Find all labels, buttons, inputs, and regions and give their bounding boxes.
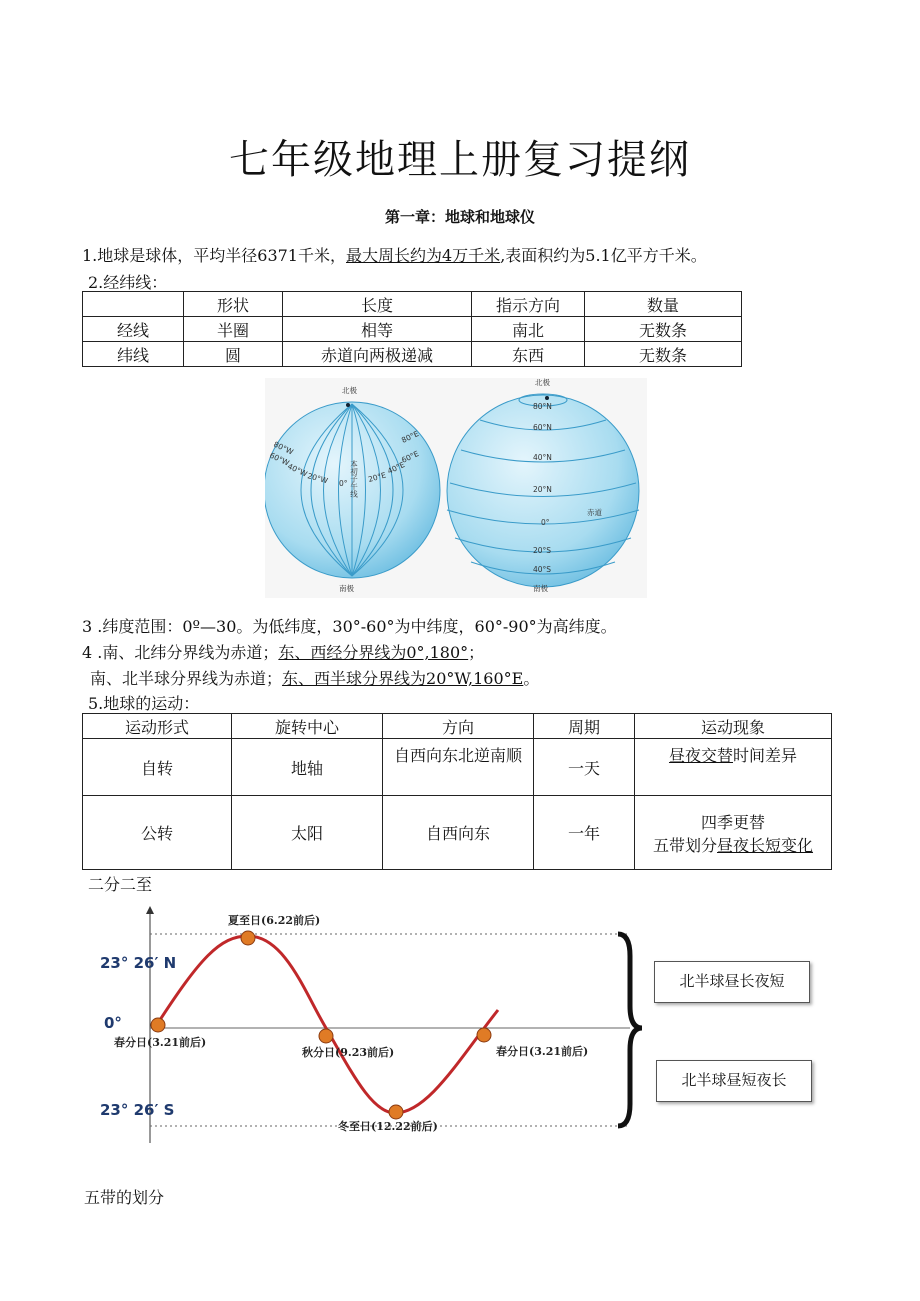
five-zones-heading: 五带的划分 (84, 1188, 165, 1207)
prime-meridian-label: 本初子午线 (349, 460, 359, 498)
chapter-heading: 第一章：地球和地球仪 (384, 208, 535, 226)
svg-text:0°: 0° (541, 518, 550, 527)
svg-text:40°E: 40°E (386, 460, 407, 476)
autumn-label: 秋分日(9.23前后) (302, 1046, 395, 1059)
item-2: 2.经纬线： (88, 273, 168, 292)
svg-text:80°N: 80°N (533, 402, 552, 411)
solstice-diagram (90, 898, 650, 1150)
table-row: 自转 地轴 自西向东北逆南顺 一天 昼夜交替时间差异 (83, 739, 832, 796)
winter-solstice-dot (389, 1105, 403, 1119)
south-pole-label-2: 南极 (533, 584, 548, 593)
lat-zero-label: 0° (104, 1014, 122, 1032)
underlined-circumference: 最大周长约为4万千米 (346, 246, 501, 265)
table-header-row: 运动形式 旋转中心 方向 周期 运动现象 (83, 714, 832, 739)
spring-equinox-dot (151, 1018, 165, 1032)
spring-label-2: 春分日(3.21前后) (496, 1045, 589, 1058)
north-pole-label-2: 北极 (535, 378, 550, 387)
lines-table (82, 291, 742, 367)
solstice-heading: 二分二至 (88, 875, 153, 894)
svg-text:20°N: 20°N (533, 485, 552, 494)
svg-text:60°W: 60°W (268, 450, 291, 468)
svg-text:40°N: 40°N (533, 453, 552, 462)
sun-path-curve (156, 936, 498, 1113)
spring-label: 春分日(3.21前后) (114, 1036, 207, 1049)
table-header-row: 形状 长度 指示方向 数量 (83, 292, 742, 317)
lat-s-label: 23° 26′ S (100, 1101, 175, 1119)
item-1: 1.地球是球体，平均半径6371千米，最大周长约为4万千米,表面积约为5.1亿平方千米。 (82, 246, 707, 265)
motion-table (82, 713, 832, 870)
winter-label: 冬至日(12.22前后) (338, 1120, 438, 1133)
spring-equinox-dot-2 (477, 1028, 491, 1042)
south-pole-label: 南极 (339, 584, 354, 593)
north-long-day-box: 北半球昼长夜短 (654, 961, 810, 1003)
equator-label: 赤道 (587, 508, 602, 517)
svg-text:20°W: 20°W (306, 471, 329, 486)
svg-text:60°E: 60°E (400, 449, 421, 465)
lat-n-label: 23° 26′ N (100, 954, 177, 972)
north-pole-label: 北极 (342, 386, 357, 395)
item-4: 4 .南、北纬分界线为赤道；东、西经分界线为0°,180°； (82, 643, 485, 662)
svg-text:20°E: 20°E (367, 470, 387, 484)
globes-figure (265, 378, 647, 598)
table-row: 纬线 圆 赤道向两极递减 东西 无数条 (83, 342, 742, 367)
north-short-day-box: 北半球昼短夜长 (656, 1060, 812, 1102)
svg-text:0°: 0° (339, 479, 348, 488)
table-row: 经线 半圈 相等 南北 无数条 (83, 317, 742, 342)
summer-solstice-dot (241, 931, 255, 945)
item-5: 5.地球的运动： (88, 694, 200, 713)
item-3: 3 .纬度范围：0º—30。为低纬度，30°-60°为中纬度，60°-90°为高纬度。 (82, 617, 617, 636)
svg-text:20°S: 20°S (533, 546, 552, 555)
svg-text:80°E: 80°E (400, 429, 421, 445)
svg-text:40°S: 40°S (533, 565, 552, 574)
svg-text:40°W: 40°W (286, 461, 309, 479)
summer-label: 夏至日(6.22前后) (228, 914, 321, 927)
brace (618, 934, 642, 1126)
item-4-b: 南、北半球分界线为赤道；东、西半球分界线为20°W,160°E。 (90, 669, 540, 688)
svg-text:60°N: 60°N (533, 423, 552, 432)
table-row: 公转 太阳 自西向东 一年 四季更替 五带划分昼夜长短变化 (83, 796, 832, 870)
autumn-equinox-dot (319, 1029, 333, 1043)
page-title: 七年级地理上册复习提纲 (229, 137, 691, 183)
svg-text:80°W: 80°W (272, 439, 295, 457)
